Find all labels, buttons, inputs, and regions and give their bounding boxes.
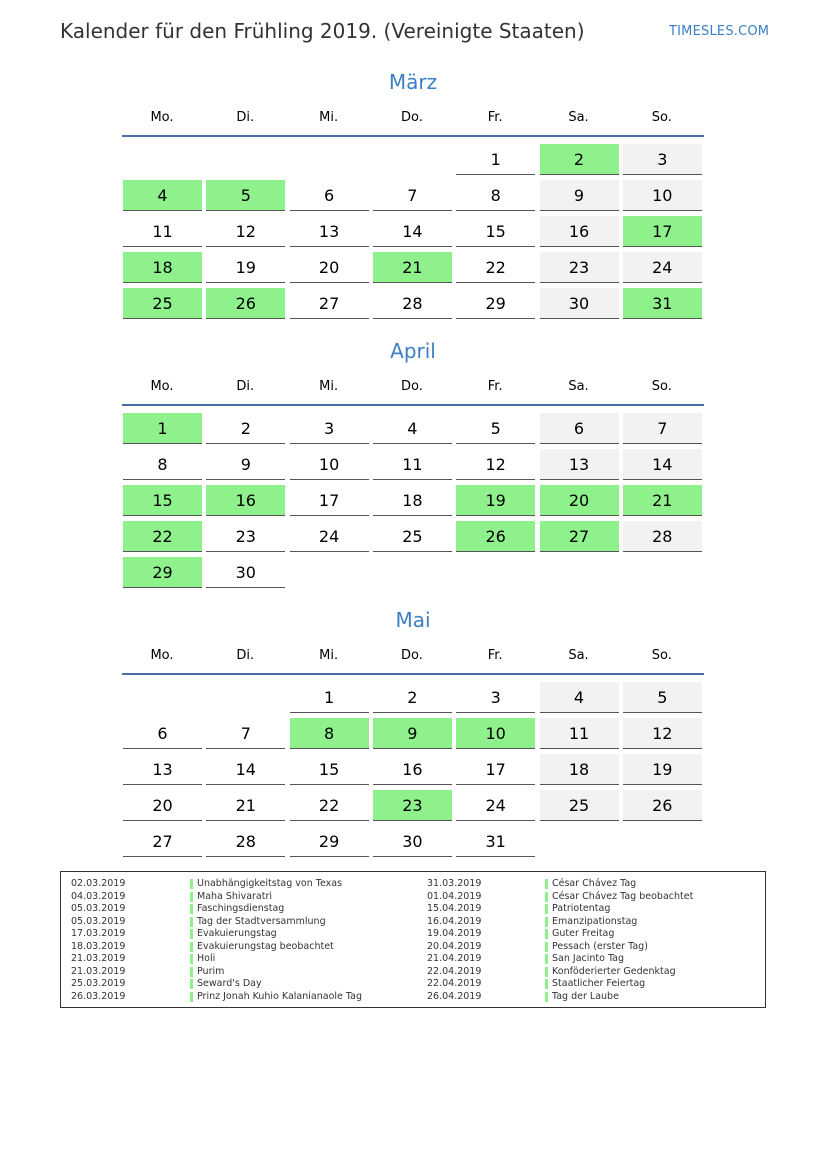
- day-cell: 21: [623, 485, 702, 516]
- day-cell: 21: [206, 790, 285, 821]
- day-cell: 14: [373, 216, 452, 247]
- day-cell: 5: [456, 413, 535, 444]
- weekday-label: So.: [651, 379, 672, 394]
- day-cell: 26: [456, 521, 535, 552]
- day-cell: 9: [540, 180, 619, 211]
- holiday-color-marker: [545, 929, 548, 939]
- weekday-label: Mi.: [319, 379, 339, 394]
- weekday-label: So.: [651, 110, 672, 125]
- weekday-label: Do.: [400, 110, 423, 125]
- legend-holiday-name: Holi: [197, 953, 216, 964]
- day-cell: 1: [456, 144, 535, 175]
- weekday-label: Fr.: [487, 110, 503, 125]
- holiday-color-marker: [545, 917, 548, 927]
- day-cell: 20: [123, 790, 202, 821]
- legend-holiday-name: Tag der Laube: [552, 990, 619, 1002]
- day-cell: 28: [373, 288, 452, 319]
- day-cell: 25: [373, 521, 452, 552]
- day-cell: 12: [623, 718, 702, 749]
- holiday-color-marker: [190, 917, 193, 927]
- day-cell: 2: [373, 682, 452, 713]
- legend-holiday-name: Evakuierungstag beobachtet: [197, 940, 334, 952]
- day-cell: 11: [123, 216, 202, 247]
- weekday-label: Sa.: [568, 379, 589, 394]
- day-cell: 2: [540, 144, 619, 175]
- header-divider: [122, 673, 704, 675]
- legend-date: 26.03.2019: [71, 990, 126, 1002]
- legend-holiday-name: César Chávez Tag: [552, 878, 637, 889]
- legend-holiday-name: Seward's Day: [197, 978, 262, 989]
- day-cell: 10: [290, 449, 369, 480]
- legend-date: 22.04.2019: [427, 978, 482, 989]
- day-cell: 22: [123, 521, 202, 552]
- day-cell: 28: [623, 521, 702, 552]
- legend-date: 19.04.2019: [427, 928, 482, 939]
- holiday-color-marker: [190, 942, 193, 952]
- legend-date: 25.03.2019: [71, 978, 126, 989]
- legend-holiday-name: Patriotentag: [552, 903, 611, 914]
- legend-date: 02.03.2019: [71, 878, 126, 889]
- holiday-color-marker: [190, 992, 193, 1002]
- legend-date: 26.04.2019: [427, 990, 482, 1002]
- day-cell: 13: [123, 754, 202, 785]
- day-cell: 31: [623, 288, 702, 319]
- holiday-color-marker: [190, 892, 193, 902]
- legend-holiday-name: Prinz Jonah Kuhio Kalanianaole Tag: [197, 990, 362, 1002]
- day-cell: 19: [456, 485, 535, 516]
- legend-holiday-name: Purim: [197, 965, 225, 977]
- day-cell: 30: [373, 826, 452, 857]
- weekday-header-row: [122, 648, 704, 666]
- holiday-color-marker: [545, 904, 548, 914]
- weekday-label: Mo.: [150, 648, 174, 663]
- holiday-color-marker: [190, 967, 193, 977]
- day-cell: 4: [123, 180, 202, 211]
- legend-date: 21.03.2019: [71, 965, 126, 977]
- weekday-label: Do.: [400, 379, 423, 394]
- day-cell: 16: [540, 216, 619, 247]
- holiday-color-marker: [545, 879, 548, 889]
- day-cell: 23: [373, 790, 452, 821]
- legend-date: 16.04.2019: [427, 915, 482, 927]
- legend-date: 01.04.2019: [427, 890, 482, 902]
- legend-date: 21.04.2019: [427, 953, 482, 964]
- month-title: März: [388, 70, 438, 94]
- day-cell: 20: [540, 485, 619, 516]
- day-cell: 18: [123, 252, 202, 283]
- day-cell: 14: [623, 449, 702, 480]
- day-cell: 1: [290, 682, 369, 713]
- day-cell: 7: [373, 180, 452, 211]
- day-cell: 12: [456, 449, 535, 480]
- legend-holiday-name: Tag der Stadtversammlung: [197, 915, 326, 927]
- holiday-color-marker: [545, 967, 548, 977]
- day-cell: 15: [290, 754, 369, 785]
- day-cell: 24: [456, 790, 535, 821]
- legend-date: 18.03.2019: [71, 940, 126, 952]
- legend-date: 31.03.2019: [427, 878, 482, 889]
- brand-link[interactable]: TIMESLES.COM: [669, 24, 770, 39]
- day-cell: 4: [373, 413, 452, 444]
- day-cell: 28: [206, 826, 285, 857]
- day-cell: 30: [206, 557, 285, 588]
- day-cell: 4: [540, 682, 619, 713]
- holiday-color-marker: [545, 979, 548, 989]
- day-cell: 8: [123, 449, 202, 480]
- legend-date: 15.04.2019: [427, 903, 482, 914]
- legend-holiday-name: Evakuierungstag: [197, 928, 277, 939]
- legend-date: 05.03.2019: [71, 903, 126, 914]
- day-cell: 6: [290, 180, 369, 211]
- day-cell: 26: [623, 790, 702, 821]
- day-cell: 17: [623, 216, 702, 247]
- day-cell: 14: [206, 754, 285, 785]
- weekday-label: Do.: [400, 648, 423, 663]
- day-cell: 29: [290, 826, 369, 857]
- day-cell: 11: [540, 718, 619, 749]
- day-cell: 27: [540, 521, 619, 552]
- weekday-label: Mi.: [319, 110, 339, 125]
- legend-date: 04.03.2019: [71, 890, 126, 902]
- day-cell: 19: [623, 754, 702, 785]
- day-cell: 15: [456, 216, 535, 247]
- day-cell: 5: [206, 180, 285, 211]
- day-cell: 27: [123, 826, 202, 857]
- day-cell: 9: [206, 449, 285, 480]
- weekday-label: Di.: [236, 648, 255, 663]
- month-title: Mai: [395, 608, 431, 632]
- day-cell: 16: [373, 754, 452, 785]
- month-title: April: [390, 339, 436, 363]
- weekday-label: Di.: [236, 379, 255, 394]
- legend-date: 22.04.2019: [427, 965, 482, 977]
- day-cell: 29: [456, 288, 535, 319]
- header-divider: [122, 404, 704, 406]
- day-cell: 31: [456, 826, 535, 857]
- day-cell: 1: [123, 413, 202, 444]
- legend-holiday-name: San Jacinto Tag: [552, 953, 625, 964]
- weekday-label: Mo.: [150, 379, 174, 394]
- weekday-header-row: [122, 110, 704, 128]
- day-cell: 22: [290, 790, 369, 821]
- day-cell: 25: [540, 790, 619, 821]
- legend-holiday-name: Emanzipationstag: [552, 915, 638, 927]
- day-cell: 7: [623, 413, 702, 444]
- weekday-label: So.: [651, 648, 672, 663]
- weekday-label: Sa.: [568, 110, 589, 125]
- day-cell: 15: [123, 485, 202, 516]
- day-cell: 23: [540, 252, 619, 283]
- weekday-label: Fr.: [487, 648, 503, 663]
- holiday-color-marker: [545, 992, 548, 1002]
- holiday-color-marker: [190, 904, 193, 914]
- weekday-header-row: [122, 379, 704, 397]
- weekday-label: Di.: [236, 110, 255, 125]
- day-cell: 30: [540, 288, 619, 319]
- day-cell: 22: [456, 252, 535, 283]
- legend-holiday-name: Maha Shivaratri: [197, 890, 273, 902]
- holiday-legend: [60, 871, 766, 1008]
- day-cell: 25: [123, 288, 202, 319]
- day-cell: 10: [456, 718, 535, 749]
- legend-date: 17.03.2019: [71, 928, 126, 939]
- day-cell: 17: [456, 754, 535, 785]
- day-cell: 10: [623, 180, 702, 211]
- day-cell: 3: [456, 682, 535, 713]
- holiday-color-marker: [545, 954, 548, 964]
- day-cell: 7: [206, 718, 285, 749]
- holiday-color-marker: [190, 979, 193, 989]
- holiday-color-marker: [190, 954, 193, 964]
- day-cell: 16: [206, 485, 285, 516]
- weekday-label: Fr.: [487, 379, 503, 394]
- day-cell: 9: [373, 718, 452, 749]
- legend-holiday-name: Unabhängigkeitstag von Texas: [197, 878, 343, 889]
- holiday-color-marker: [545, 892, 548, 902]
- legend-holiday-name: Staatlicher Feiertag: [552, 978, 646, 989]
- weekday-label: Sa.: [568, 648, 589, 663]
- day-cell: 24: [623, 252, 702, 283]
- day-cell: 23: [206, 521, 285, 552]
- holiday-color-marker: [190, 929, 193, 939]
- day-cell: 8: [456, 180, 535, 211]
- day-cell: 2: [206, 413, 285, 444]
- day-cell: 24: [290, 521, 369, 552]
- day-cell: 6: [540, 413, 619, 444]
- day-cell: 12: [206, 216, 285, 247]
- legend-holiday-name: Faschingsdienstag: [197, 903, 285, 914]
- day-cell: 3: [290, 413, 369, 444]
- page-title: Kalender für den Frühling 2019. (Vereinigte Staaten): [60, 19, 585, 43]
- day-cell: 19: [206, 252, 285, 283]
- header-divider: [122, 135, 704, 137]
- day-cell: 5: [623, 682, 702, 713]
- day-cell: 27: [290, 288, 369, 319]
- day-cell: 29: [123, 557, 202, 588]
- legend-holiday-name: Guter Freitag: [552, 928, 615, 939]
- legend-date: 20.04.2019: [427, 940, 482, 952]
- holiday-color-marker: [545, 942, 548, 952]
- day-cell: 6: [123, 718, 202, 749]
- day-cell: 18: [540, 754, 619, 785]
- day-cell: 26: [206, 288, 285, 319]
- day-cell: 20: [290, 252, 369, 283]
- legend-date: 05.03.2019: [71, 915, 126, 927]
- legend-holiday-name: César Chávez Tag beobachtet: [552, 890, 694, 902]
- legend-holiday-name: Konföderierter Gedenktag: [552, 965, 676, 977]
- day-cell: 8: [290, 718, 369, 749]
- legend-date: 21.03.2019: [71, 953, 126, 964]
- day-cell: 17: [290, 485, 369, 516]
- day-cell: 21: [373, 252, 452, 283]
- day-cell: 13: [290, 216, 369, 247]
- weekday-label: Mi.: [319, 648, 339, 663]
- day-cell: 13: [540, 449, 619, 480]
- holiday-color-marker: [190, 879, 193, 889]
- day-cell: 3: [623, 144, 702, 175]
- legend-holiday-name: Pessach (erster Tag): [552, 940, 648, 952]
- day-cell: 18: [373, 485, 452, 516]
- day-cell: 11: [373, 449, 452, 480]
- weekday-label: Mo.: [150, 110, 174, 125]
